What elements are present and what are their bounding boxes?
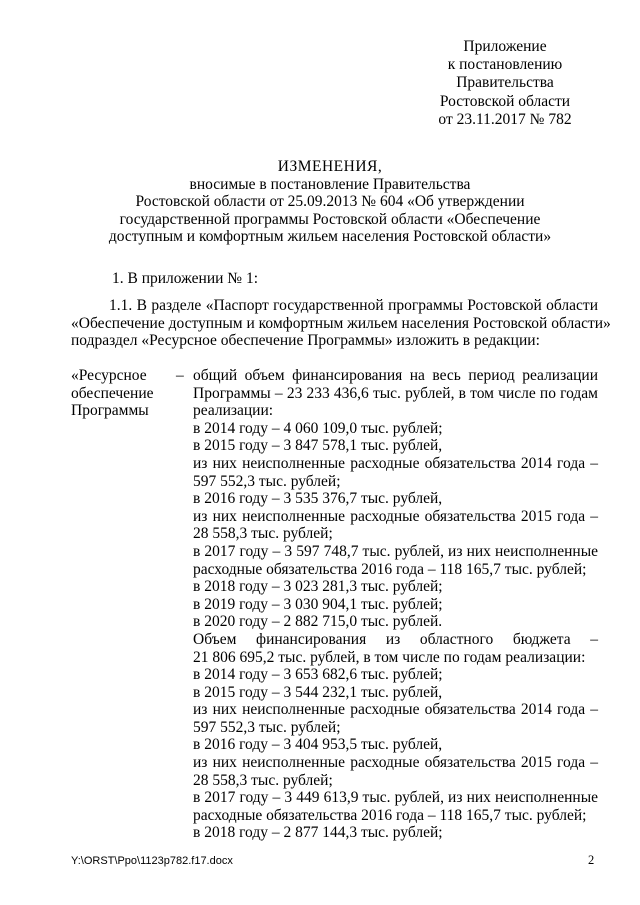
resource-content-line: в 2018 году – 3 023 281,3 тыс. рублей; xyxy=(193,578,443,596)
resource-label-line: обеспечение xyxy=(71,384,154,402)
appendix-header xyxy=(405,38,605,129)
resource-content-line: общий объем финансирования на весь период реализации xyxy=(193,367,598,384)
resource-content-line: в 2016 году – 3 404 953,5 тыс. рублей, xyxy=(193,736,443,754)
page-number: 2 xyxy=(588,853,595,867)
resource-content-line: из них неисполненные расходные обязательства 2014 года – xyxy=(193,701,598,719)
resource-content-line: в 2015 году – 3 847 578,1 тыс. рублей, xyxy=(193,437,443,455)
appendix-line: Ростовской области xyxy=(439,92,571,110)
resource-content-line: из них неисполненные расходные обязательства 2015 года – xyxy=(193,507,598,525)
title-line: Ростовской области от 25.09.2013 № 604 «Об утверждении xyxy=(135,193,525,211)
resource-label-line: «Ресурсное xyxy=(71,367,147,384)
resource-content-line: 28 558,3 тыс. рублей; xyxy=(193,771,333,789)
resource-content-line: расходные обязательства 2016 года – 118 165,7 тыс. рублей; xyxy=(193,560,587,578)
appendix-line: Приложение xyxy=(463,38,547,55)
paragraph-line: подраздел «Ресурсное обеспечение Программы» изложить в редакции: xyxy=(71,332,540,350)
title-line: вносимые в постановление Правительства xyxy=(189,175,471,193)
resource-content-line: в 2017 году – 3 597 748,7 тыс. рублей, из них неисполненные xyxy=(193,542,598,560)
resource-content-line: расходные обязательства 2016 года – 118 165,7 тыс. рублей; xyxy=(193,806,587,824)
resource-content-line: в 2016 году – 3 535 376,7 тыс. рублей, xyxy=(193,490,443,508)
resource-content-line: в 2015 году – 3 544 232,1 тыс. рублей, xyxy=(193,683,443,701)
resource-content-line: в 2014 году – 4 060 109,0 тыс. рублей; xyxy=(193,419,443,437)
appendix-line: от 23.11.2017 № 782 xyxy=(438,110,572,128)
title-line: доступным и комфортным жильем населения Ростовской области» xyxy=(108,228,552,246)
title-line: государственной программы Ростовской области «Обеспечение xyxy=(119,210,541,228)
dash-separator: – xyxy=(176,367,184,384)
resource-content-line: из них неисполненные расходные обязательства 2015 года – xyxy=(193,754,598,772)
resource-content-line: в 2017 году – 3 449 613,9 тыс. рублей, из них неисполненные xyxy=(193,789,598,807)
resource-content-line: 597 552,3 тыс. рублей; xyxy=(193,718,341,736)
resource-content-line: в 2020 году – 2 882 715,0 тыс. рублей. xyxy=(193,613,443,631)
title-main: ИЗМЕНЕНИЯ, xyxy=(277,158,383,175)
appendix-line: Правительства xyxy=(456,74,554,92)
paragraph-line: 1.1. В разделе «Паспорт государственной программы Ростовской области xyxy=(109,297,598,314)
resource-content-line: 597 552,3 тыс. рублей; xyxy=(193,472,341,490)
resource-content-line: в 2018 году – 2 877 144,3 тыс. рублей; xyxy=(193,824,443,842)
resource-label xyxy=(71,367,171,420)
resource-content-line: 21 806 695,2 тыс. рублей, в том числе по годам реализации: xyxy=(193,648,586,666)
resource-content-line: Объем финансирования из областного бюджета – xyxy=(193,630,598,648)
footer-file-path: Y:\ORST\Ppo\1123p782.f17.docx xyxy=(71,855,233,867)
appendix-line: к постановлению xyxy=(447,56,563,74)
document-title xyxy=(60,158,600,246)
resource-content-line: в 2014 году – 3 653 682,6 тыс. рублей; xyxy=(193,666,443,684)
resource-content-line: Программы – 23 233 436,6 тыс. рублей, в том числе по годам xyxy=(193,384,598,402)
resource-content-line: 28 558,3 тыс. рублей; xyxy=(193,525,333,543)
resource-content xyxy=(193,367,598,842)
resource-content-line: из них неисполненные расходные обязательства 2014 года – xyxy=(193,454,598,472)
paragraph-line: «Обеспечение доступным и комфортным жильем населения Ростовской области» xyxy=(71,314,611,332)
paragraph-1: 1. В приложении № 1: xyxy=(112,270,259,287)
resource-content-line: в 2019 году – 3 030 904,1 тыс. рублей; xyxy=(193,595,443,613)
resource-content-line: реализации: xyxy=(193,402,274,420)
paragraph-1-1 xyxy=(71,297,611,350)
resource-label-line: Программы xyxy=(71,402,149,420)
